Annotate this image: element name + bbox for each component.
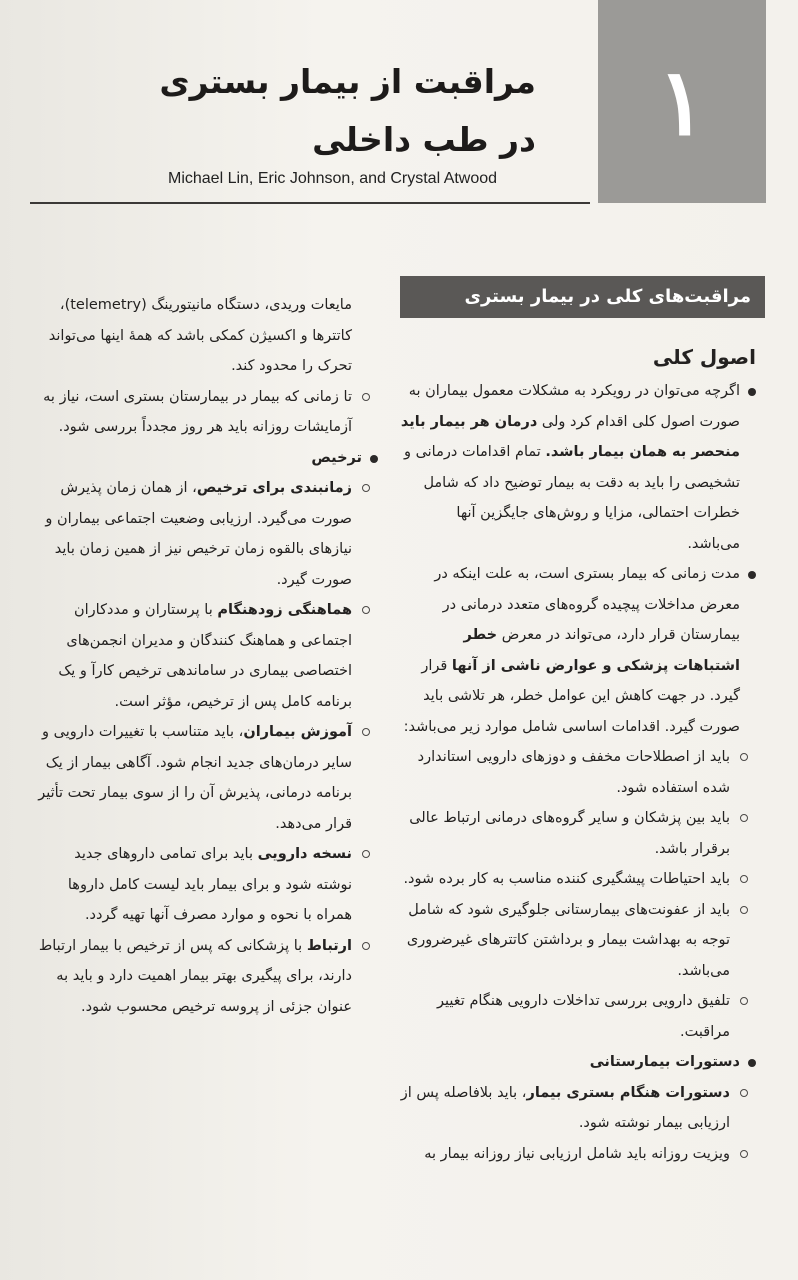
chapter-number-box bbox=[598, 0, 766, 203]
hollow-bullet-icon bbox=[362, 484, 370, 492]
left-column bbox=[38, 290, 378, 1022]
text: باید احتیاطات پیشگیری کننده مناسب به کار برده شود. bbox=[403, 871, 730, 887]
hollow-bullet-icon bbox=[740, 997, 748, 1005]
hollow-bullet-icon bbox=[362, 393, 370, 401]
title-divider bbox=[30, 202, 590, 204]
bullet-icon bbox=[370, 455, 378, 463]
sub-item-patient-education bbox=[38, 717, 378, 839]
bold-text: دستورات بیمارستانی bbox=[589, 1054, 740, 1070]
bold-text: ارتباط bbox=[306, 937, 352, 954]
bullet-icon bbox=[748, 571, 756, 579]
sub-item-admission-orders bbox=[400, 1078, 756, 1139]
hollow-bullet-icon bbox=[740, 875, 748, 883]
sub-item-precautions bbox=[400, 864, 756, 895]
hollow-bullet-icon bbox=[740, 814, 748, 822]
paragraph-general-principle-1 bbox=[400, 376, 756, 559]
text: ، باید بلافاصله پس از ارزیابی بیمار نوشته شود. bbox=[400, 1084, 730, 1131]
subheading-general-principles: اصول کلی bbox=[652, 345, 756, 369]
discharge-heading bbox=[38, 443, 378, 474]
bold-text: دستورات هنگام بستری بیمار bbox=[526, 1084, 730, 1101]
bold-text: آموزش بیماران bbox=[243, 724, 352, 740]
chapter-title-line-1: مراقبت از بیمار بستری bbox=[159, 62, 536, 101]
text: با پرستاران و مددکاران اجتماعی و هماهنگ کنندگان و مدیران انجمن‌های اختصاصی بیماری در ساماندهی ترخیص کارآ و یک برنامه کامل پس از ترخیص، مؤثر است. bbox=[58, 602, 352, 710]
hollow-bullet-icon bbox=[362, 728, 370, 736]
text: باید برای تمامی داروهای جدید نوشته شود و برای بیمار باید لیست کامل داروها همراه با نحوه و موارد مصرف آنها تهیه گردد. bbox=[67, 846, 352, 923]
right-column bbox=[400, 340, 756, 1169]
text: ، باید متناسب با تغییرات دارویی و سایر درمان‌های جدید انجام شود. آگاهی بیمار از یک برنامه درمانی، پذیرش آن را از سوی بیمار تحت تأثیر قرار می‌دهد. bbox=[38, 724, 352, 832]
text: قرار گیرد. در جهت کاهش این عوامل خطر، هر تلاشی باید صورت گیرد. اقدامات اساسی شامل موارد زیر می‌باشد: bbox=[403, 657, 740, 735]
text: باید از عفونت‌های بیمارستانی جلوگیری شود که شامل توجه به بهداشت بیمار و برداشتن کاتترهای غیرضروری می‌باشد. bbox=[406, 901, 730, 979]
sub-item-early-coordination bbox=[38, 595, 378, 717]
sub-item-communication bbox=[400, 803, 756, 864]
text: اگرچه می‌توان در رویکرد به مشکلات معمول بیماران به صورت اصول کلی اقدام کرد ولی bbox=[408, 383, 740, 430]
text: باید از اصطلاحات مخفف و دوزهای دارویی استاندارد شده استفاده شود. bbox=[417, 749, 730, 796]
hollow-bullet-icon bbox=[740, 753, 748, 761]
bold-text: هماهنگی زودهنگام bbox=[217, 602, 352, 618]
sub-item-discharge-timing bbox=[38, 473, 378, 595]
paragraph-general-principle-2 bbox=[400, 559, 756, 742]
sub-item-daily-labs bbox=[38, 382, 378, 443]
chapter-title-line-2: در طب داخلی bbox=[312, 120, 536, 159]
bold-text: ترخیص bbox=[311, 449, 362, 466]
hollow-bullet-icon bbox=[362, 606, 370, 614]
text: مدت زمانی که بیمار بستری است، به علت اینکه در معرض مداخلات پیچیده گروه‌های متعدد درمانی در بیمارستان قرار دارد، می‌تواند در معرض bbox=[434, 566, 740, 643]
section-banner: مراقبت‌های کلی در بیمار بستری bbox=[400, 276, 765, 318]
text: ویزیت روزانه باید شامل ارزیابی نیاز روزانه بیمار به bbox=[424, 1145, 730, 1162]
hollow-bullet-icon bbox=[362, 850, 370, 858]
text: تا زمانی که بیمار در بیمارستان بستری است، نیاز به آزمایشات روزانه باید هر روز مجدداً بررسی شود. bbox=[43, 388, 352, 435]
text: باید بین پزشکان و سایر گروه‌های درمانی ارتباط عالی برقرار باشد. bbox=[409, 810, 730, 857]
bold-text: درمان هر بیمار باید منحصر به همان بیمار باشد. bbox=[400, 413, 740, 460]
hollow-bullet-icon bbox=[740, 906, 748, 914]
bullet-icon bbox=[748, 388, 756, 396]
sub-item-prescription bbox=[38, 839, 378, 931]
sub-item-daily-visit bbox=[400, 1139, 756, 1170]
sub-item-infections bbox=[400, 895, 756, 987]
text: تلفیق دارویی بررسی تداخلات دارویی هنگام تغییر مراقبت. bbox=[437, 993, 730, 1040]
bold-text: نسخه دارویی bbox=[257, 846, 352, 862]
chapter-number: ۱ bbox=[657, 47, 707, 156]
sub-item-medication-reconciliation bbox=[400, 986, 756, 1047]
sub-item-abbreviations bbox=[400, 742, 756, 803]
hospital-orders-heading bbox=[400, 1047, 756, 1078]
hollow-bullet-icon bbox=[740, 1089, 748, 1097]
text: تمام اقدامات درمانی و تشخیصی را باید به دقت به بیمار توضیح داد که شامل خطرات احتمالی، مزایا و روش‌های جایگزین آنها می‌باشد. bbox=[403, 444, 740, 552]
continued-text: مایعات وریدی، دستگاه مانیتورینگ (telemetry)، کاتترها و اکسیژن کمکی باشد که همهٔ اینها می‌تواند تحرک را محدود کند. bbox=[48, 297, 352, 374]
text: ، از همان زمان پذیرش صورت می‌گیرد. ارزیابی وضعیت اجتماعی بیماران و نیازهای بالقوه زمان ترخیص نیز از همین زمان باید صورت گیرد. bbox=[45, 480, 352, 588]
bold-text: خطر اشتباهات پزشکی و عوارض ناشی از آنها bbox=[451, 627, 740, 674]
hollow-bullet-icon bbox=[362, 942, 370, 950]
hollow-bullet-icon bbox=[740, 1150, 748, 1158]
bullet-icon bbox=[748, 1059, 756, 1067]
chapter-authors: Michael Lin, Eric Johnson, and Crystal Atwood bbox=[168, 170, 498, 187]
text: با پزشکانی که پس از ترخیص با بیمار ارتباط دارند، برای پیگیری بهتر بیمار اهمیت دارد و باید به عنوان جزئی از پروسه ترخیص محسوب شود. bbox=[38, 937, 352, 1015]
sub-item-communication-physicians bbox=[38, 931, 378, 1023]
bold-text: زمانبندی برای ترخیص bbox=[196, 480, 352, 496]
